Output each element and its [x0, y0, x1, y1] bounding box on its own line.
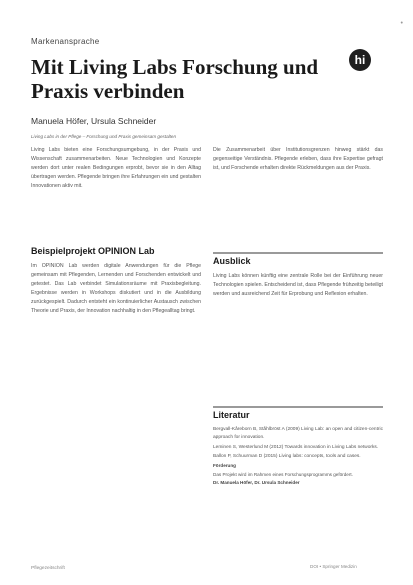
contact-authors: Dr. Manuela Höfer, Dr. Ursula Schneider — [213, 480, 300, 486]
heading-opinion-lab: Beispielprojekt OPINION Lab — [31, 246, 155, 256]
funding-text: Das Projekt wird im Rahmen eines Forschungsprogramms gefördert. — [213, 471, 353, 477]
right-top-paragraph: Die Zusammenarbeit über Institutionsgrenzen hinweg stärkt das gegenseitige Verständnis. Pflegende erleben, dass ihre Expertise gefragt ist, und Forschende erhalten direkte Rückmeldungen aus der Praxis. — [213, 147, 383, 171]
opinion-lab-paragraph: Im OPINION Lab werden digitale Anwendungen für die Pflege gemeinsam mit Pflegenden, Lernenden und Forschenden entwickelt und getestet. Das Lab verbindet Simulationsräume mit Praxisbegleitung. Ergebnisse werden in Workshops diskutiert und in die Ausbildung zurückgespielt. Dadurch entsteht ein kontinuierlicher Austausch zwischen Theorie und Praxis, der Innovation nachhaltig in den Pflegealltag bringt. — [31, 263, 201, 314]
reference-item: Leminen S, Westerlund M (2012) Towards innovation in Living Labs networks. — [213, 444, 379, 450]
literature-section — [213, 410, 383, 560]
outlook-divider — [213, 252, 383, 254]
heading-outlook: Ausblick — [213, 256, 251, 266]
article-title: Mit Living Labs Forschung und Praxis verbinden — [31, 55, 319, 103]
funding-label: Förderung — [213, 463, 236, 469]
reference-item: Ballon P, Schuurman D (2015) Living labs: concepts, tools and cases. — [213, 454, 361, 460]
footer-doi: DOI • Springer Medizin — [310, 564, 357, 569]
article-lead: Living Labs in der Pflege – Forschung und Praxis gemeinsam gestalten — [31, 134, 177, 139]
section-tag: Markenansprache — [31, 37, 100, 46]
publisher-logo: hi — [349, 49, 371, 71]
outlook-paragraph: Living Labs können künftig eine zentrale Rolle bei der Einführung neuer Technologien spielen. Entscheidend ist, dass Pflegende frühzeitig beteiligt werden und ausreichend Zeit für Erprobung und Reflexion erhalten. — [213, 273, 383, 297]
intro-paragraph: Living Labs bieten eine Forschungsumgebung, in der Praxis und Wissenschaft zusammenarbeiten. Neue Technologien und Konzepte werden dort unter realen Bedingungen erprobt, bevor sie in den Alltag übertragen werden. Pflegende bringen ihre Erfahrungen ein und gestalten Innovationen aktiv mit. — [31, 147, 201, 189]
outlook-section — [213, 256, 383, 396]
heading-literature: Literatur — [213, 410, 250, 420]
reference-item: Bergvall-Kåreborn B, Ståhlbröst A (2009) Living Lab: an open and citizen-centric approach for innovation. — [213, 427, 383, 440]
footer-journal: Pflegezeitschrift — [31, 566, 65, 571]
left-column — [31, 146, 201, 564]
literature-divider — [213, 406, 383, 408]
page-mark: • — [400, 20, 403, 27]
article-authors: Manuela Höfer, Ursula Schneider — [31, 116, 157, 126]
